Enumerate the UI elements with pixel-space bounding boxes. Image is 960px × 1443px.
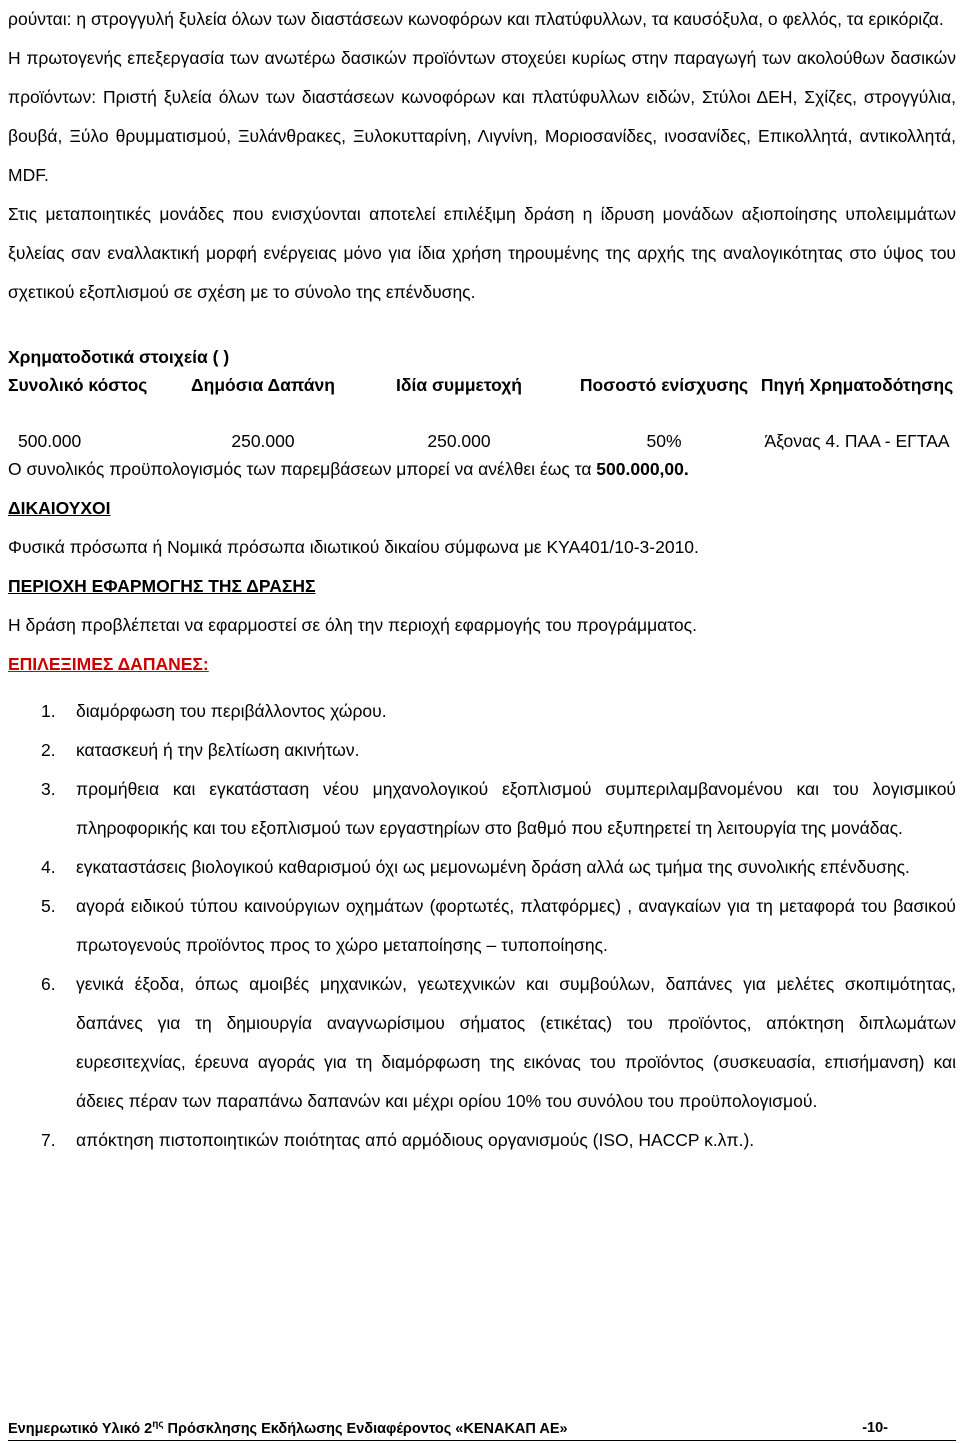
list-item-text: απόκτηση πιστοποιητικών ποιότητας από αρμόδιους οργανισμούς (ISO, HACCP κ.λπ.). — [76, 1130, 755, 1150]
list-item-text: γενικά έξοδα, όπως αμοιβές μηχανικών, γεωτεχνικών και συμβούλων, δαπάνες για μελέτες σκοπιμότητας, δαπάνες για τη δημιουργία αναγνωρίσιμου σήματος (ετικέτας) του προϊόντος, απόκτηση διπλωμάτων ευρεσιτεχνίας, έρευνα αγοράς για τη διαμόρφωση της εικόνας του προϊόντος (συσκευασία, επισήμανση) και άδειες πέραν των παραπάνω δαπανών και μέχρι ορίου 10% του συνόλου του προϋπολογισμού. — [76, 974, 956, 1111]
list-item-text: προμήθεια και εγκατάσταση νέου μηχανολογικού εξοπλισμού συμπεριλαμβανομένου και του λογισμικού πληροφορικής και του εξοπλισμού των εργαστηρίων στο βαθμό που εξυπηρετεί τη λειτουργία της μονάδας. — [76, 779, 956, 838]
list-item-text: εγκαταστάσεις βιολογικού καθαρισμού όχι ως μεμονωμένη δράση αλλά ως τμήμα της συνολικής επένδυσης. — [76, 857, 910, 877]
page-footer — [8, 1418, 888, 1438]
list-item-number: 4. — [41, 857, 56, 877]
list-item — [8, 848, 956, 887]
header-public-expenditure: Δημόσια Δαπάνη — [191, 375, 335, 395]
header-aid-rate: Ποσοστό ενίσχυσης — [579, 375, 749, 395]
list-item-number: 6. — [41, 974, 56, 994]
list-item — [8, 731, 956, 770]
list-item-text: κατασκευή ή την βελτίωση ακινήτων. — [76, 740, 360, 760]
list-item — [8, 965, 956, 1121]
list-item-number: 1. — [41, 701, 56, 721]
financial-table-title: Χρηματοδοτικά στοιχεία ( ) — [8, 347, 230, 367]
list-item-text: διαμόρφωση του περιβάλλοντος χώρου. — [76, 701, 387, 721]
beneficiaries-heading: ΔΙΚΑΙΟΥΧΟΙ — [8, 498, 111, 518]
cell-aid-rate: 50% — [646, 431, 682, 451]
paragraph-residues: Στις μεταποιητικές μονάδες που ενισχύονται αποτελεί επιλέξιμη δράση η ίδρυση μονάδων αξιοποίησης υπολειμμάτων ξυλείας σαν εναλλακτική μορφή ενέργειας μόνο για ίδια χρήση τηρουμένης της αρχής της αναλογικότητας στο ύψος του σχετικού εξοπλισμού σε σχέση με το σύνολο της επένδυσης. — [8, 204, 956, 302]
cell-total-cost: 500.000 — [18, 431, 82, 451]
budget-amount: 500.000,00 — [596, 459, 684, 479]
list-item-number: 3. — [41, 779, 56, 799]
list-item-number: 7. — [41, 1130, 56, 1150]
list-item — [8, 692, 956, 731]
header-funding-source: Πηγή Χρηματοδότησης — [760, 375, 954, 395]
list-item-number: 5. — [41, 896, 56, 916]
area-heading: ΠΕΡΙΟΧΗ ΕΦΑΡΜΟΓΗΣ ΤΗΣ ΔΡΑΣΗΣ — [8, 576, 316, 596]
list-item — [8, 887, 956, 965]
cell-public-expenditure: 250.000 — [231, 431, 295, 451]
footer-divider — [8, 1440, 956, 1441]
list-item — [8, 770, 956, 848]
list-item-text: αγορά ειδικού τύπου καινούργιων οχημάτων (φορτωτές, πλατφόρμες) , αναγκαίων για τη μεταφορά του βασικού πρωτογενούς προϊόντος προς το χώρο μεταποίησης – τυποποίησης. — [76, 896, 956, 955]
cell-funding-source: Άξονας 4. ΠΑΑ - ΕΓΤΑΑ — [764, 431, 950, 451]
budget-prefix: Ο συνολικός προϋπολογισμός των παρεμβάσεων μπορεί να ανέλθει έως τα — [8, 459, 597, 479]
header-own-contribution: Ιδία συμμετοχή — [396, 375, 522, 395]
paragraph-processing: Η πρωτογενής επεξεργασία των ανωτέρω δασικών προϊόντων στοχεύει κυρίως στην παραγωγή των ακολούθων δασικών προϊόντων: Πριστή ξυλεία όλων των διαστάσεων κωνοφόρων και πλατύφυλλων ειδών, Στύλοι ΔΕΗ, Σχίζες, στρογγύλια, βουβά, Ξύλο θρυμματισμού, Ξυλάνθρακες, Ξυλοκυτταρίνη, Λιγνίνη, Μοριοσανίδες, ινοσανίδες, Επικολλητά, αντικολλητά, MDF. — [8, 48, 956, 185]
document-page — [8, 0, 956, 1160]
footer-title: Ενημερωτικό Υλικό $2^{\eta\varsigma}$ Πρόσκλησης Εκδήλωσης Ενδιαφέροντος «ΚΕΝΑΚΑΠ ΑΕ» — [8, 1419, 568, 1437]
beneficiaries-text: Φυσικά πρόσωπα ή Νομικά πρόσωπα ιδιωτικού δικαίου σύμφωνα με ΚΥΑ401/10-3-2010. — [8, 537, 699, 557]
page-number: -10- — [862, 1420, 888, 1436]
budget-suffix: . — [683, 459, 689, 479]
cell-own-contribution: 250.000 — [427, 431, 491, 451]
paragraph-intro: ρούνται: η στρογγυλή ξυλεία όλων των διαστάσεων κωνοφόρων και πλατύφυλλων, τα καυσόξυλα, ο φελλός, τα ερικόριζα. — [8, 9, 944, 29]
header-total-cost: Συνολικό κόστος — [8, 375, 148, 395]
eligible-expenses-heading: ΕΠΙΛΕΞΙΜΕΣ ΔΑΠΑΝΕΣ: — [8, 654, 209, 674]
list-item-number: 2. — [41, 740, 56, 760]
eligible-expenses-list — [8, 692, 956, 1160]
financial-table-header — [8, 371, 956, 427]
list-item — [8, 1121, 956, 1160]
area-text: Η δράση προβλέπεται να εφαρμοστεί σε όλη την περιοχή εφαρμογής του προγράμματος. — [8, 615, 697, 635]
